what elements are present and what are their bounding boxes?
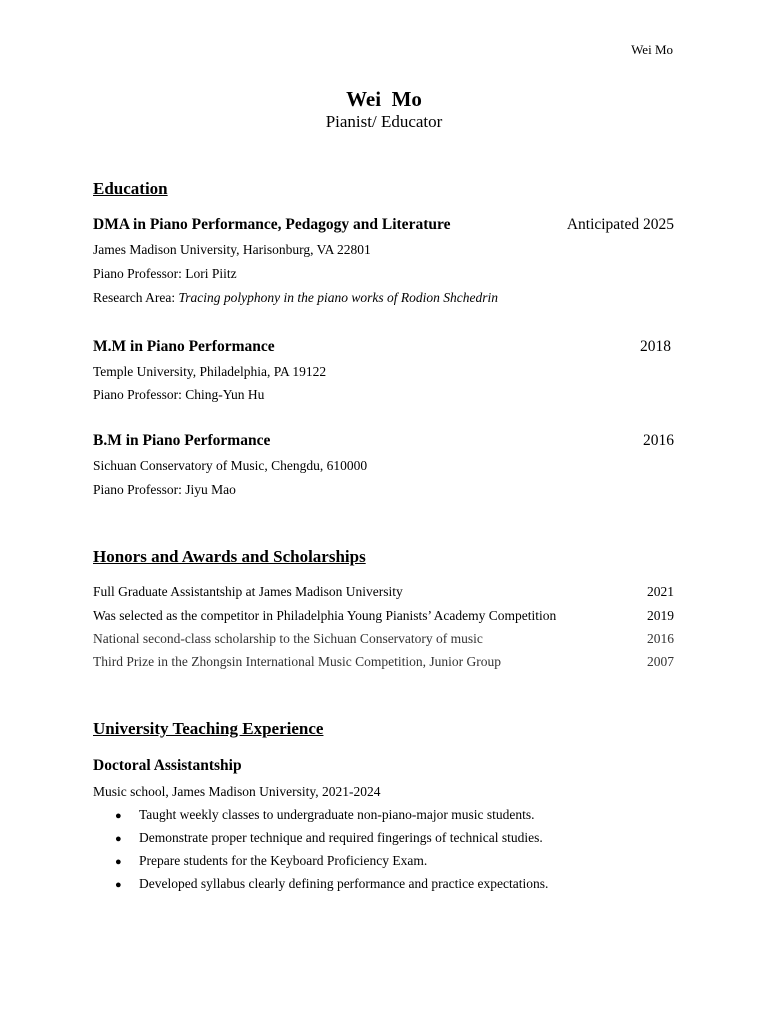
award-year: 2019 bbox=[647, 608, 674, 623]
resume-content bbox=[93, 0, 674, 1024]
professor-line: Piano Professor: Ching-Yun Hu bbox=[93, 387, 265, 402]
duty-text: Developed syllabus clearly defining performance and practice expectations. bbox=[139, 876, 549, 891]
duty-bullet bbox=[115, 876, 548, 892]
research-label: Research Area: bbox=[93, 290, 179, 305]
award-year: 2021 bbox=[647, 584, 674, 599]
duty-text: Taught weekly classes to undergraduate non-piano-major music students. bbox=[139, 807, 535, 822]
duty-bullet bbox=[115, 807, 534, 823]
bullet-icon: ● bbox=[115, 833, 122, 845]
person-name: Wei Mo bbox=[346, 87, 422, 111]
education-heading: Education bbox=[93, 179, 168, 198]
degree-title: B.M in Piano Performance bbox=[93, 432, 271, 449]
bullet-icon: ● bbox=[115, 856, 122, 868]
award-year: 2016 bbox=[647, 631, 674, 646]
duty-text: Demonstrate proper technique and required fingerings of technical studies. bbox=[139, 830, 543, 845]
running-header-name: Wei Mo bbox=[631, 42, 673, 57]
position-title: Doctoral Assistantship bbox=[93, 757, 242, 774]
degree-date: 2016 bbox=[643, 432, 674, 449]
duty-text: Prepare students for the Keyboard Proficiency Exam. bbox=[139, 853, 428, 868]
award-text: National second-class scholarship to the Sichuan Conservatory of music bbox=[93, 631, 483, 646]
research-topic: Tracing polyphony in the piano works of Rodion Shchedrin bbox=[178, 290, 498, 305]
award-text: Third Prize in the Zhongsin International Music Competition, Junior Group bbox=[93, 654, 501, 669]
degree-date: 2018 bbox=[640, 338, 671, 355]
professor-line: Piano Professor: Jiyu Mao bbox=[93, 482, 236, 497]
award-text: Full Graduate Assistantship at James Madison University bbox=[93, 584, 403, 599]
school-line: James Madison University, Harisonburg, VA 22801 bbox=[93, 242, 371, 257]
person-subtitle: Pianist/ Educator bbox=[325, 112, 443, 131]
bullet-icon: ● bbox=[115, 879, 122, 891]
degree-title: DMA in Piano Performance, Pedagogy and Literature bbox=[93, 216, 451, 233]
school-line: Sichuan Conservatory of Music, Chengdu, 610000 bbox=[93, 458, 368, 473]
degree-date: Anticipated 2025 bbox=[566, 216, 674, 233]
professor-line: Piano Professor: Lori Piitz bbox=[93, 266, 237, 281]
teaching-heading: University Teaching Experience bbox=[93, 719, 324, 738]
degree-title: M.M in Piano Performance bbox=[93, 338, 275, 355]
position-place: Music school, James Madison University, 2021-2024 bbox=[93, 784, 381, 799]
award-year: 2007 bbox=[647, 654, 674, 669]
bullet-icon: ● bbox=[115, 810, 122, 822]
honors-heading: Honors and Awards and Scholarships bbox=[93, 547, 366, 566]
duty-bullet bbox=[115, 853, 427, 869]
award-text: Was selected as the competitor in Philadelphia Young Pianists’ Academy Competition bbox=[93, 608, 557, 623]
research-line bbox=[93, 290, 498, 306]
duty-bullet bbox=[115, 830, 543, 846]
school-line: Temple University, Philadelphia, PA 19122 bbox=[93, 364, 327, 379]
